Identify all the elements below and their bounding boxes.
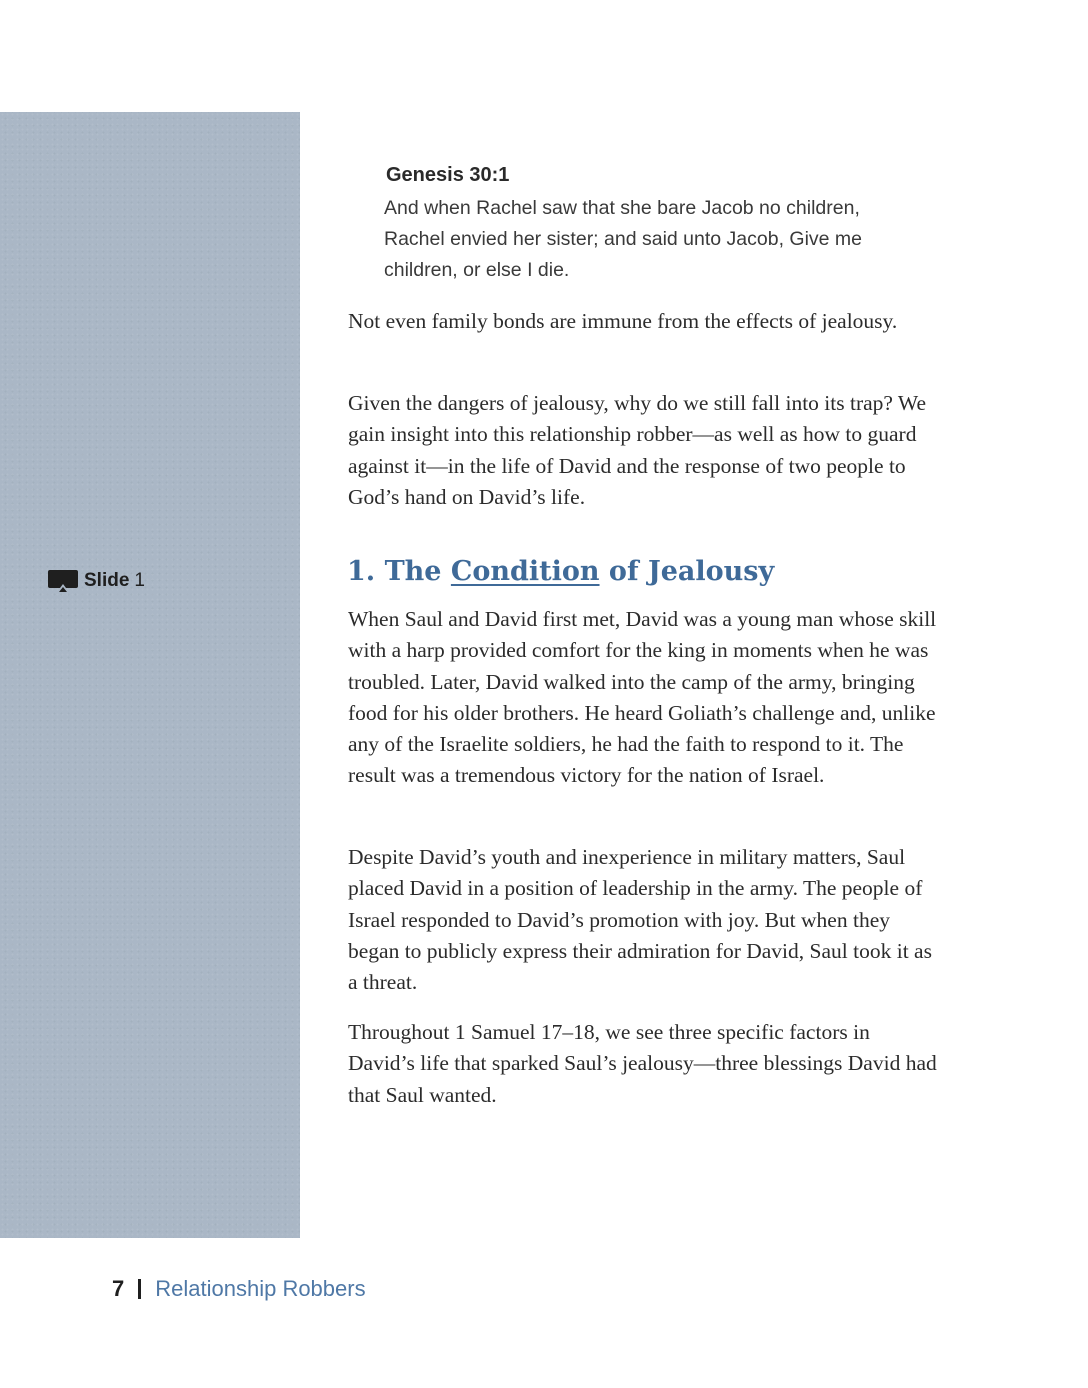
paragraph-dangers: Given the dangers of jealousy, why do we still fall into its trap? We gain insight into this relationship robber—as well as how to guard against it—in the life of David and the response of two people to God’s hand on David’s life.: [348, 391, 927, 509]
paragraph-family-bonds: Not even family bonds are immune from the effects of jealousy.: [348, 309, 898, 333]
slide-label: Slide: [84, 570, 130, 591]
page-number: 7: [112, 1276, 125, 1301]
heading-suffix: of Jealousy: [599, 556, 775, 587]
book-title: Relationship Robbers: [155, 1276, 366, 1301]
paragraph-first-met: When Saul and David first met, David was a young man whose skill with a harp provided comfort for the king in moments when he was troubled. Later, David walked into the camp of the army, bringing food for his older brothers. He heard Goliath’s challenge and, unlike any of the Israelite soldiers, he had the faith to respond to it. The result was a tremendous victory for the nation of Israel.: [348, 607, 937, 788]
section-heading: [347, 556, 774, 587]
page-footer: [112, 1276, 366, 1302]
sidebar-panel: [0, 112, 300, 1238]
footer-divider: [138, 1279, 141, 1299]
paragraph-promotion: Despite David’s youth and inexperience in military matters, Saul placed David in a position of leadership in the army. The people of Israel responded to David’s promotion with joy. But when they began to publicly express their admiration for David, Saul took it as a threat.: [348, 845, 932, 995]
slide-number: 1: [134, 570, 145, 591]
heading-prefix: 1. The: [347, 556, 451, 587]
scripture-reference: Genesis 30:1: [386, 164, 510, 186]
scripture-block: [384, 164, 904, 286]
presentation-screen-icon: [48, 570, 78, 592]
heading-fill-in-blank: Condition: [450, 556, 600, 587]
scripture-text: And when Rachel saw that she bare Jacob no children, Rachel envied her sister; and said unto Jacob, Give me children, or else I die.: [384, 197, 863, 281]
slide-marker: [48, 570, 145, 592]
paragraph-three-factors: Throughout 1 Samuel 17–18, we see three specific factors in David’s life that sparked Saul’s jealousy—three blessings David had that Saul wanted.: [348, 1020, 937, 1107]
